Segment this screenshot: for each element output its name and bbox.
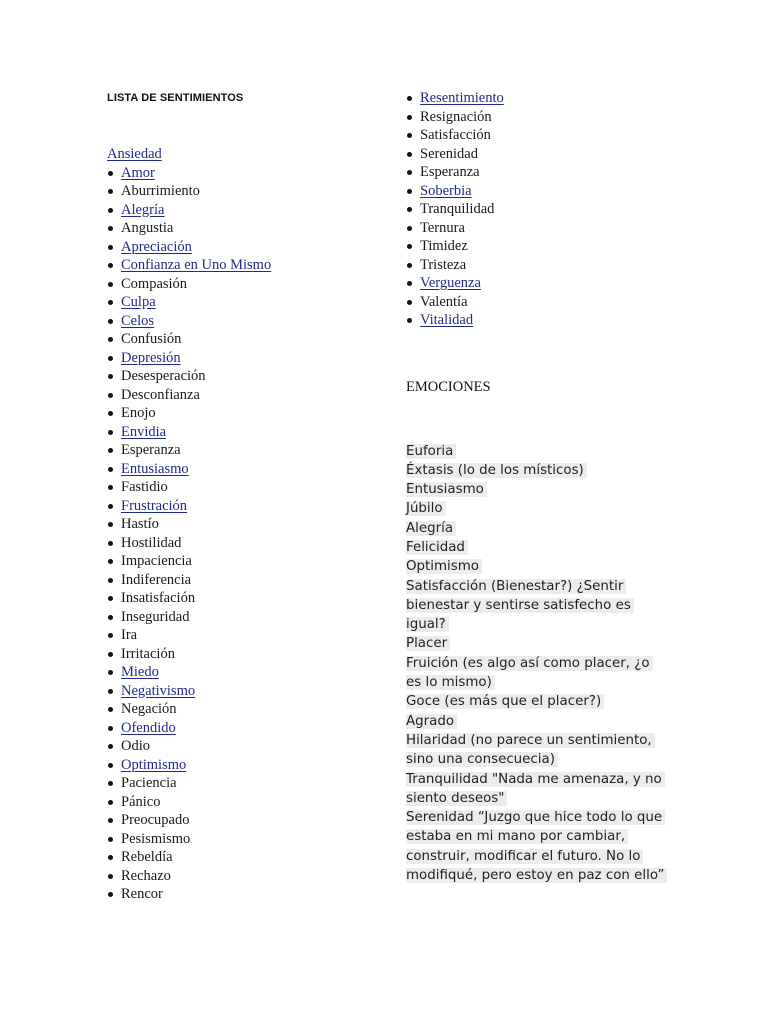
feeling-text: Aburrimiento (121, 183, 200, 199)
bullet-icon (108, 171, 113, 176)
bullet-icon (108, 282, 113, 287)
feeling-link[interactable]: Optimismo (121, 756, 187, 773)
feeling-link[interactable]: Negativismo (121, 682, 196, 699)
list-item (107, 626, 377, 645)
bullet-icon (108, 670, 113, 675)
feeling-text: Tranquilidad (420, 201, 495, 217)
bullet-icon (108, 596, 113, 601)
feeling-text: Inseguridad (121, 608, 190, 625)
feeling-link[interactable]: Celos (121, 312, 155, 329)
feeling-text: Impaciencia (121, 553, 192, 569)
list-item (107, 219, 377, 238)
bullet-icon (108, 208, 113, 213)
feeling-text: Satisfacción (420, 127, 491, 143)
feeling-text: Valentía (420, 293, 468, 310)
emotion-text: Alegría (406, 521, 456, 536)
feeling-text: Fastidio (121, 479, 168, 495)
emotion-text: Entusiasmo (406, 482, 487, 497)
bullet-icon (108, 781, 113, 786)
emotion-text: Felicidad (406, 540, 468, 555)
bullet-icon (407, 226, 412, 231)
bullet-icon (108, 245, 113, 250)
list-item[interactable] (107, 256, 377, 275)
bullet-icon (108, 356, 113, 361)
bullet-icon (108, 818, 113, 823)
feeling-text: Ira (121, 627, 138, 643)
bullet-icon (407, 115, 412, 120)
feeling-text: Enojo (121, 405, 156, 421)
emotion-text: Serenidad “Juzgo que hice todo lo que estaba en mi mano por cambiar, construir, modificar el futuro. No lo modifiqué, pero estoy en paz con ello” (406, 810, 667, 883)
left-column (107, 90, 377, 904)
bullet-icon (108, 855, 113, 860)
list-item (107, 608, 377, 627)
list-item[interactable] (107, 756, 377, 775)
bullet-icon (108, 726, 113, 731)
feeling-text: Irritación (121, 645, 175, 662)
bullet-icon (108, 763, 113, 768)
feeling-link[interactable]: Verguenza (420, 275, 481, 291)
emotion-text: Euforia (406, 444, 456, 459)
feeling-text: Hastío (121, 516, 159, 532)
list-item (107, 515, 377, 534)
emotion-item (406, 461, 668, 480)
list-item (107, 885, 377, 904)
list-item (107, 478, 377, 497)
feeling-link[interactable]: Entusiasmo (121, 460, 189, 477)
feeling-text: Angustia (121, 220, 174, 236)
bullet-icon (108, 707, 113, 712)
feeling-link[interactable]: Alegría (121, 201, 165, 218)
list-item (406, 145, 668, 164)
feeling-link[interactable]: Amor (121, 164, 155, 181)
bullet-icon (108, 374, 113, 379)
list-item[interactable] (406, 89, 668, 108)
feeling-text: Desesperación (121, 368, 206, 384)
list-item (107, 811, 377, 830)
list-item (107, 830, 377, 849)
emotion-text: Éxtasis (lo de los místicos) (406, 463, 587, 478)
emotion-text: Placer (406, 636, 450, 651)
bullet-icon (108, 615, 113, 620)
emotion-text: Júbilo (406, 501, 446, 516)
list-item (406, 256, 668, 275)
bullet-icon (108, 522, 113, 527)
bullet-icon (407, 300, 412, 305)
feelings-list-left (107, 164, 377, 904)
feeling-link[interactable]: Resentimiento (420, 90, 504, 106)
list-item[interactable] (107, 201, 377, 220)
emotion-item (406, 692, 668, 711)
emotion-item (406, 654, 668, 693)
bullet-icon (108, 892, 113, 897)
bullet-icon (407, 263, 412, 268)
bullet-icon (108, 448, 113, 453)
bullet-icon (108, 578, 113, 583)
list-item (107, 552, 377, 571)
feeling-text: Pesismismo (121, 830, 191, 847)
bullet-icon (407, 189, 412, 194)
bullet-icon (108, 744, 113, 749)
feeling-text: Negación (121, 701, 177, 717)
bullet-icon (407, 281, 412, 286)
feeling-link[interactable]: Confianza en Uno Mismo (121, 257, 272, 273)
emotion-item (406, 557, 668, 576)
bullet-icon (108, 652, 113, 657)
feeling-link[interactable]: Frustración (121, 497, 188, 514)
emotion-text: Tranquilidad "Nada me amenaza, y no siento deseos" (406, 772, 665, 806)
list-item (107, 182, 377, 201)
list-item (107, 700, 377, 719)
bullet-icon (108, 189, 113, 194)
emotion-text: Agrado (406, 714, 457, 729)
feeling-text: Hostilidad (121, 534, 182, 551)
feeling-text: Rechazo (121, 867, 171, 884)
list-item (406, 237, 668, 256)
emotion-item (406, 480, 668, 499)
list-item (406, 219, 668, 238)
bullet-icon (108, 559, 113, 564)
list-item[interactable] (107, 460, 377, 479)
list-item (107, 441, 377, 460)
list-item[interactable] (406, 274, 668, 293)
feeling-text: Desconfianza (121, 386, 200, 403)
bullet-icon (108, 337, 113, 342)
bullet-icon (407, 244, 412, 249)
list-item (107, 330, 377, 349)
bullet-icon (108, 800, 113, 805)
bullet-icon (108, 467, 113, 472)
feeling-text: Timidez (420, 238, 468, 254)
list-item[interactable] (107, 663, 377, 682)
list-item[interactable] (107, 293, 377, 312)
feeling-link[interactable]: Vitalidad (420, 312, 474, 328)
feeling-link[interactable]: Soberbia (420, 182, 472, 199)
feeling-text: Esperanza (420, 164, 480, 180)
bullet-icon (108, 504, 113, 509)
list-item[interactable] (406, 311, 668, 330)
feeling-text: Serenidad (420, 145, 478, 162)
feeling-text: Indiferencia (121, 571, 192, 588)
list-item (406, 293, 668, 312)
emotion-item (406, 634, 668, 653)
ansiedad-link[interactable]: Ansiedad (107, 146, 162, 162)
bullet-icon (108, 411, 113, 416)
feeling-link[interactable]: Apreciación (121, 238, 192, 255)
feeling-text: Insatisfación (121, 590, 196, 606)
emotion-text: Fruición (es algo así como placer, ¿o es lo mismo) (406, 656, 653, 690)
list-item (107, 848, 377, 867)
list-item (107, 386, 377, 405)
emotion-item (406, 712, 668, 731)
list-item (406, 108, 668, 127)
list-item[interactable] (107, 164, 377, 183)
feeling-text: Preocupado (121, 812, 190, 828)
list-item (107, 534, 377, 553)
feeling-text: Compasión (121, 275, 188, 292)
feeling-text: Ternura (420, 219, 465, 236)
feeling-text: Rencor (121, 886, 163, 902)
list-item[interactable] (107, 349, 377, 368)
feeling-text: Esperanza (121, 442, 181, 458)
emotion-text: Goce (es más que el placer?) (406, 694, 604, 709)
right-column (406, 89, 668, 885)
emotion-item (406, 770, 668, 809)
bullet-icon (407, 133, 412, 138)
list-item (406, 163, 668, 182)
bullet-icon (108, 633, 113, 638)
bullet-icon (108, 837, 113, 842)
list-item (406, 126, 668, 145)
bullet-icon (108, 541, 113, 546)
list-item (107, 589, 377, 608)
emotion-text: Satisfacción (Bienestar?) ¿Sentir bienestar y sentirse satisfecho es igual? (406, 579, 634, 633)
bullet-icon (407, 170, 412, 175)
bullet-icon (108, 485, 113, 490)
list-item (107, 404, 377, 423)
bullet-icon (407, 318, 412, 323)
emotion-item (406, 731, 668, 770)
bullet-icon (108, 226, 113, 231)
emotions-heading: EMOCIONES (406, 378, 491, 395)
bullet-icon (407, 96, 412, 101)
feeling-text: Resignación (420, 108, 492, 125)
list-item (107, 275, 377, 294)
bullet-icon (108, 689, 113, 694)
emotion-text: Hilaridad (no parece un sentimiento, sino una consecuecia) (406, 733, 655, 767)
list-item (406, 200, 668, 219)
bullet-icon (108, 430, 113, 435)
feeling-text: Confusión (121, 331, 182, 347)
list-item (107, 571, 377, 590)
list-item (107, 645, 377, 664)
emotion-item (406, 442, 668, 461)
list-item (107, 737, 377, 756)
list-item[interactable] (107, 423, 377, 442)
list-item[interactable] (107, 312, 377, 331)
list-item (107, 367, 377, 386)
feeling-text: Paciencia (121, 775, 177, 791)
emotion-text: Optimismo (406, 559, 482, 574)
emotion-item (406, 519, 668, 538)
bullet-icon (108, 319, 113, 324)
feeling-text: Odio (121, 738, 150, 754)
list-item (107, 793, 377, 812)
feeling-text: Rebeldía (121, 849, 173, 865)
feeling-text: Tristeza (420, 256, 467, 273)
document-title: LISTA DE SENTIMIENTOS (107, 92, 244, 104)
list-item[interactable] (107, 682, 377, 701)
bullet-icon (108, 263, 113, 268)
bullet-icon (108, 874, 113, 879)
list-item[interactable] (107, 719, 377, 738)
bullet-icon (108, 300, 113, 305)
emotions-list (406, 442, 668, 886)
feeling-text: Pánico (121, 793, 161, 810)
feeling-link[interactable]: Envidia (121, 423, 167, 440)
list-item (107, 774, 377, 793)
bullet-icon (407, 152, 412, 157)
emotion-item (406, 499, 668, 518)
feeling-link[interactable]: Ofendido (121, 719, 176, 736)
feelings-list-right (406, 89, 668, 330)
emotion-item (406, 538, 668, 557)
feeling-link[interactable]: Miedo (121, 664, 159, 680)
emotion-item (406, 808, 668, 885)
bullet-icon (108, 393, 113, 398)
list-item[interactable] (107, 497, 377, 516)
list-item[interactable] (107, 238, 377, 257)
feeling-link[interactable]: Culpa (121, 294, 156, 310)
list-item[interactable] (406, 182, 668, 201)
list-item (107, 867, 377, 886)
bullet-icon (407, 207, 412, 212)
emotion-item (406, 577, 668, 635)
feeling-link[interactable]: Depresión (121, 349, 181, 366)
